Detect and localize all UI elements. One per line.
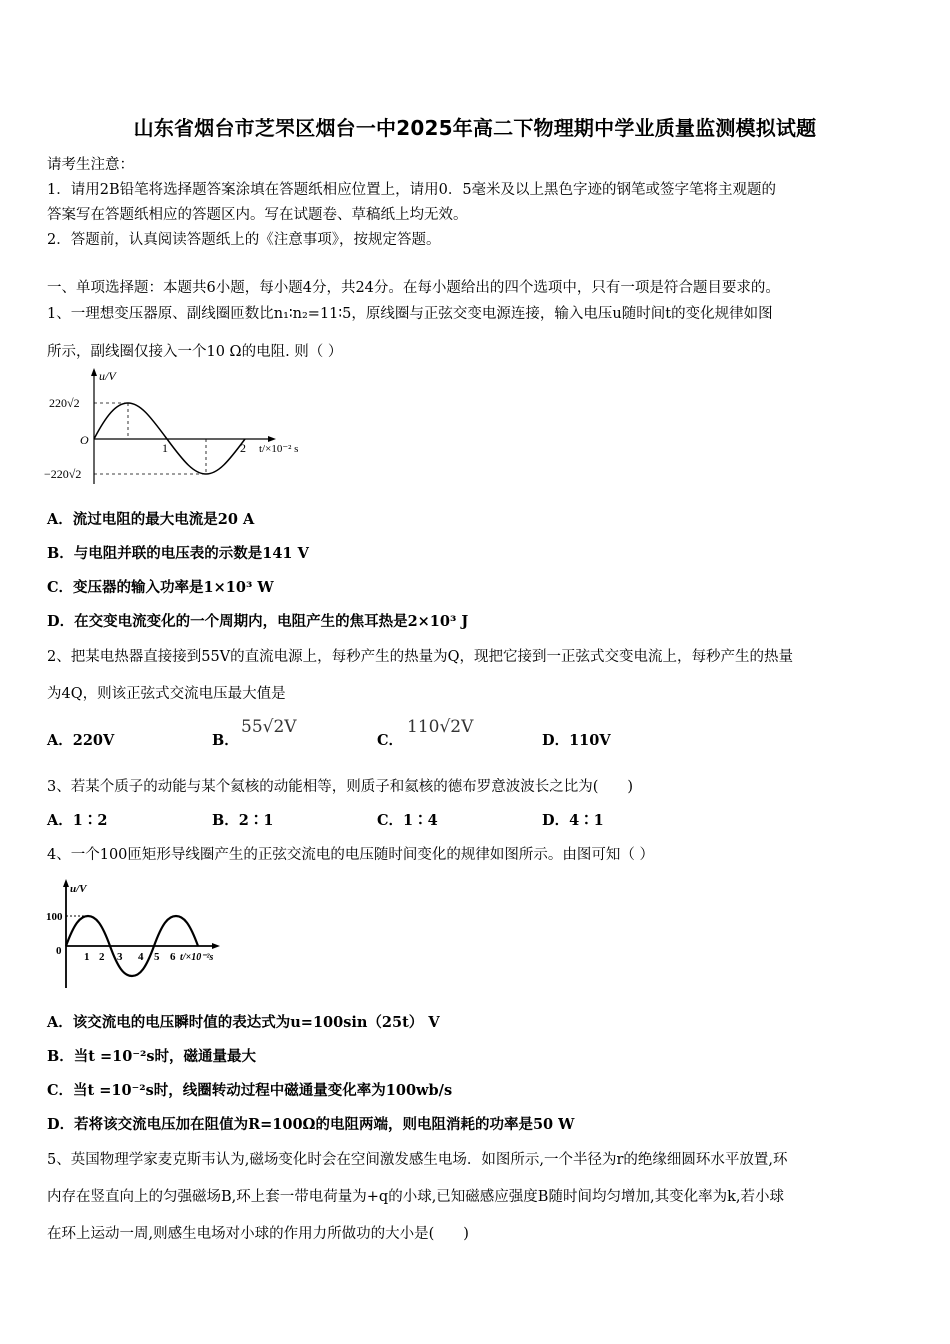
q3-option-c: C．1∶4 bbox=[377, 812, 438, 829]
q3-option-d: D．4∶1 bbox=[542, 812, 604, 829]
q1-ymin-label: −220√2 bbox=[44, 467, 82, 481]
q1-x-axis-label: t/×10⁻² s bbox=[259, 443, 299, 455]
q4-xtick-4: 4 bbox=[138, 951, 144, 963]
q1-option-d: D．在交变电流变化的一个周期内，电阻产生的焦耳热是2×10³ J bbox=[47, 613, 469, 630]
q4-x-axis-label: t/×10⁻²s bbox=[180, 952, 214, 963]
q2-stem-line2: 为4Q，则该正弦式交流电压最大值是 bbox=[47, 686, 286, 702]
q5-stem-line2: 内存在竖直向上的匀强磁场B,环上套一带电荷量为+q的小球,已知磁感应强度B随时间均匀增加,其变化率为k,若小球 bbox=[47, 1189, 784, 1205]
q4-xtick-5: 5 bbox=[154, 951, 160, 963]
q4-option-d: D．若将该交流电压加在阻值为R=100Ω的电阻两端，则电阻消耗的功率是50 W bbox=[47, 1116, 575, 1133]
q4-option-b: B．当t =10⁻²s时，磁通量最大 bbox=[47, 1048, 256, 1065]
q1-origin-label: O bbox=[80, 433, 89, 447]
q1-y-axis-label: u/V bbox=[99, 369, 116, 383]
q1-voltage-graph bbox=[44, 366, 324, 488]
section-heading: 一、单项选择题：本题共6小题，每小题4分，共24分。在每小题给出的四个选项中，只有一项是符合题目要求的。 bbox=[47, 280, 780, 296]
q5-stem-line3: 在环上运动一周,则感生电场对小球的作用力所做功的大小是( ) bbox=[47, 1226, 469, 1242]
q4-origin-label: 0 bbox=[56, 945, 62, 957]
q1-stem-line1: 1、一理想变压器原、副线圈匝数比n₁∶n₂=11∶5，原线圈与正弦交变电源连接，输入电压u随时间t的变化规律如图 bbox=[47, 306, 773, 322]
notice-item-1: 1．请用2B铅笔将选择题答案涂填在答题纸相应位置上，请用0．5毫米及以上黑色字迹的钢笔或签字笔将主观题的 bbox=[47, 182, 777, 198]
q2-option-b-value: 55√2V bbox=[241, 717, 297, 737]
q4-ymax-label: 100 bbox=[46, 911, 63, 923]
q4-xtick-1: 1 bbox=[84, 951, 90, 963]
notice-item-2: 2．答题前，认真阅读答题纸上的《注意事项》，按规定答题。 bbox=[47, 232, 441, 248]
q2-option-d: D．110V bbox=[542, 732, 611, 749]
q3-option-b: B．2∶1 bbox=[212, 812, 274, 829]
q1-xtick-1: 1 bbox=[162, 441, 168, 455]
q4-option-a: A．该交流电的电压瞬时值的表达式为u=100sin（25t） V bbox=[47, 1014, 440, 1031]
notice-heading: 请考生注意： bbox=[47, 157, 134, 173]
q1-xtick-2: 2 bbox=[240, 441, 246, 455]
q4-y-axis-label: u/V bbox=[70, 883, 87, 895]
q2-stem-line1: 2、把某电热器直接接到55V的直流电源上，每秒产生的热量为Q，现把它接到一正弦式交变电流上，每秒产生的热量 bbox=[47, 649, 794, 665]
page-title: 山东省烟台市芝罘区烟台一中2025年高二下物理期中学业质量监测模拟试题 bbox=[133, 116, 817, 140]
q1-stem-line2: 所示，副线圈仅接入一个10 Ω的电阻. 则（ ） bbox=[47, 344, 343, 360]
q2-option-c-value: 110√2V bbox=[407, 717, 474, 737]
q2-option-a: A．220V bbox=[47, 732, 115, 749]
q1-option-c: C．变压器的输入功率是1×10³ W bbox=[47, 579, 274, 596]
q4-option-c: C．当t =10⁻²s时，线圈转动过程中磁通量变化率为100wb/s bbox=[47, 1082, 453, 1099]
q3-stem: 3、若某个质子的动能与某个氦核的动能相等，则质子和氦核的德布罗意波波长之比为( ) bbox=[47, 779, 634, 795]
q2-option-c-label: C． bbox=[377, 732, 404, 749]
q4-xtick-2: 2 bbox=[99, 951, 105, 963]
q4-stem: 4、一个100匝矩形导线圈产生的正弦交流电的电压随时间变化的规律如图所示。由图可知（ ） bbox=[47, 847, 655, 863]
q1-option-b: B．与电阻并联的电压表的示数是141 V bbox=[47, 545, 309, 562]
q1-ymax-label: 220√2 bbox=[49, 396, 80, 410]
q4-voltage-graph bbox=[44, 876, 234, 992]
notice-item-1-cont: 答案写在答题纸相应的答题区内。写在试题卷、草稿纸上均无效。 bbox=[47, 207, 468, 223]
q4-xtick-3: 3 bbox=[117, 951, 123, 963]
q1-option-a: A．流过电阻的最大电流是20 A bbox=[47, 511, 255, 528]
q4-xtick-6: 6 bbox=[170, 951, 176, 963]
q5-stem-line1: 5、英国物理学家麦克斯韦认为,磁场变化时会在空间激发感生电场．如图所示,一个半径为r的绝缘细圆环水平放置,环 bbox=[47, 1152, 788, 1168]
q3-option-a: A．1∶2 bbox=[47, 812, 108, 829]
q2-option-b-label: B． bbox=[212, 732, 239, 749]
